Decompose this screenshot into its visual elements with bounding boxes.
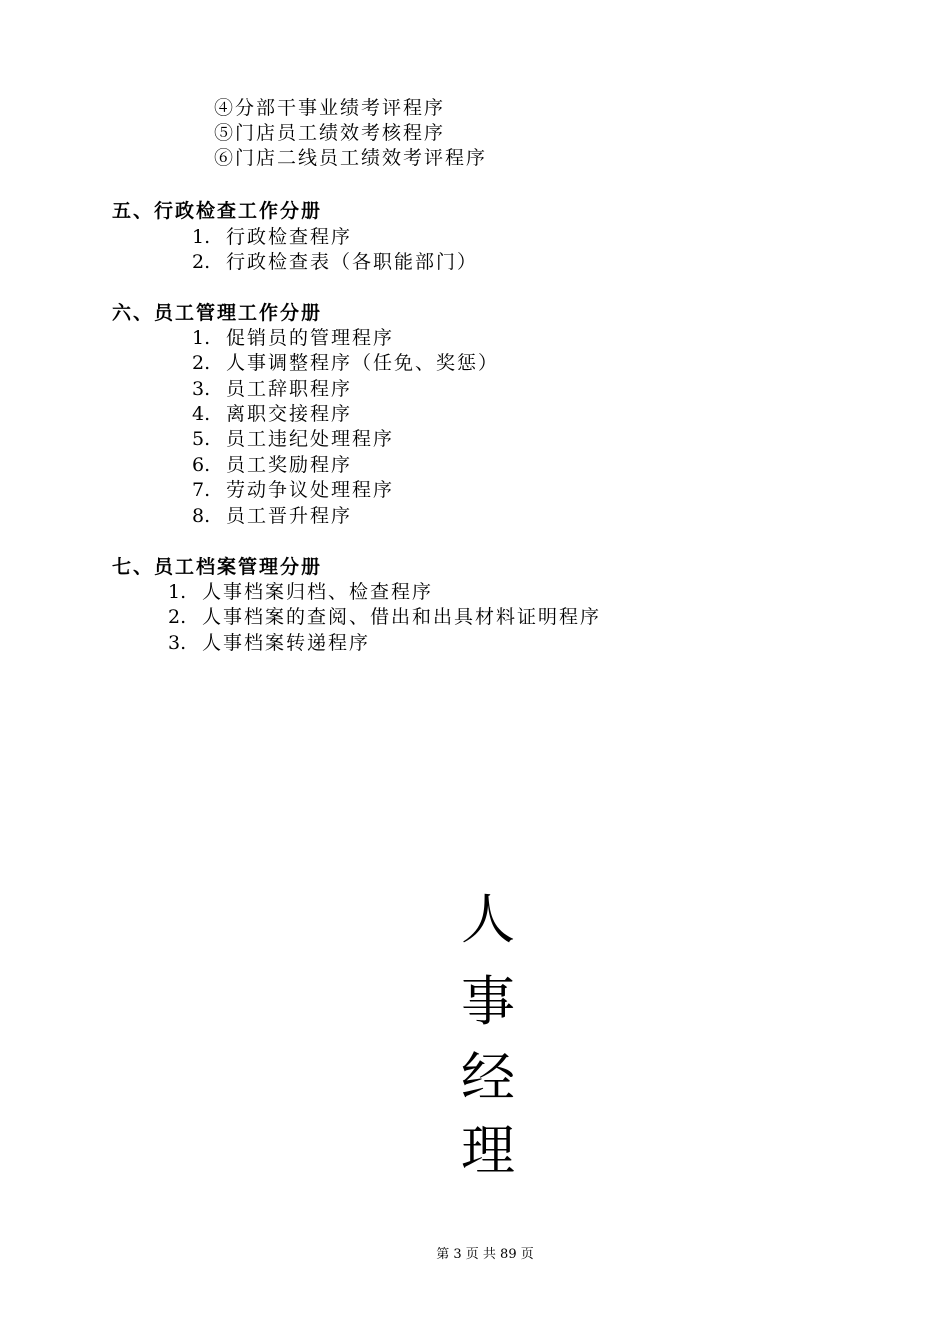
list-item	[192, 377, 352, 402]
item-text: 离职交接程序	[226, 403, 353, 425]
section-heading: 七、员工档案管理分册	[112, 556, 323, 578]
item-number: 6.	[192, 454, 211, 476]
list-item: ④分部干事业绩考评程序	[214, 97, 446, 119]
item-text: 劳动争议处理程序	[226, 479, 395, 501]
item-number: 2.	[168, 606, 187, 628]
list-item	[192, 427, 394, 452]
item-text: 促销员的管理程序	[226, 327, 395, 349]
list-item	[168, 605, 601, 630]
item-text: 行政检查表（各职能部门）	[226, 251, 479, 273]
list-item	[168, 580, 433, 605]
item-number: 1.	[168, 581, 187, 603]
item-text: 人事调整程序（任免、奖惩）	[226, 352, 500, 374]
item-text: 员工辞职程序	[226, 378, 353, 400]
item-number: 1.	[192, 327, 211, 349]
item-text: 员工奖励程序	[226, 454, 353, 476]
item-number: 7.	[192, 479, 211, 501]
list-item: ⑥门店二线员工绩效考评程序	[214, 147, 488, 169]
list-item	[192, 351, 499, 376]
item-text: 员工违纪处理程序	[226, 428, 395, 450]
list-item	[192, 326, 394, 351]
item-number: 8.	[192, 505, 211, 527]
item-text: 人事档案的查阅、借出和出具材料证明程序	[202, 606, 602, 628]
item-number: 1.	[192, 226, 211, 248]
vertical-title-char: 人	[461, 888, 515, 951]
item-number: 2.	[192, 352, 211, 374]
vertical-title-char: 事	[461, 970, 515, 1033]
list-item	[192, 250, 478, 275]
list-item: ⑤门店员工绩效考核程序	[214, 122, 446, 144]
list-item	[192, 504, 352, 529]
item-number: 2.	[192, 251, 211, 273]
item-number: 4.	[192, 403, 211, 425]
list-item	[192, 453, 352, 478]
item-text: 人事档案归档、检查程序	[202, 581, 434, 603]
page-footer: 第 3 页 共 89 页	[436, 1247, 534, 1262]
list-item	[192, 225, 352, 250]
list-item	[168, 631, 370, 656]
item-text: 人事档案转递程序	[202, 632, 371, 654]
item-number: 3.	[168, 632, 187, 654]
item-text: 员工晋升程序	[226, 505, 353, 527]
list-item	[192, 402, 352, 427]
vertical-title-char: 经	[461, 1046, 515, 1109]
section-heading: 五、行政检查工作分册	[112, 200, 323, 222]
list-item	[192, 478, 394, 503]
vertical-title-char: 理	[461, 1119, 515, 1182]
item-text: 行政检查程序	[226, 226, 353, 248]
item-number: 5.	[192, 428, 211, 450]
section-heading: 六、员工管理工作分册	[112, 302, 323, 324]
item-number: 3.	[192, 378, 211, 400]
